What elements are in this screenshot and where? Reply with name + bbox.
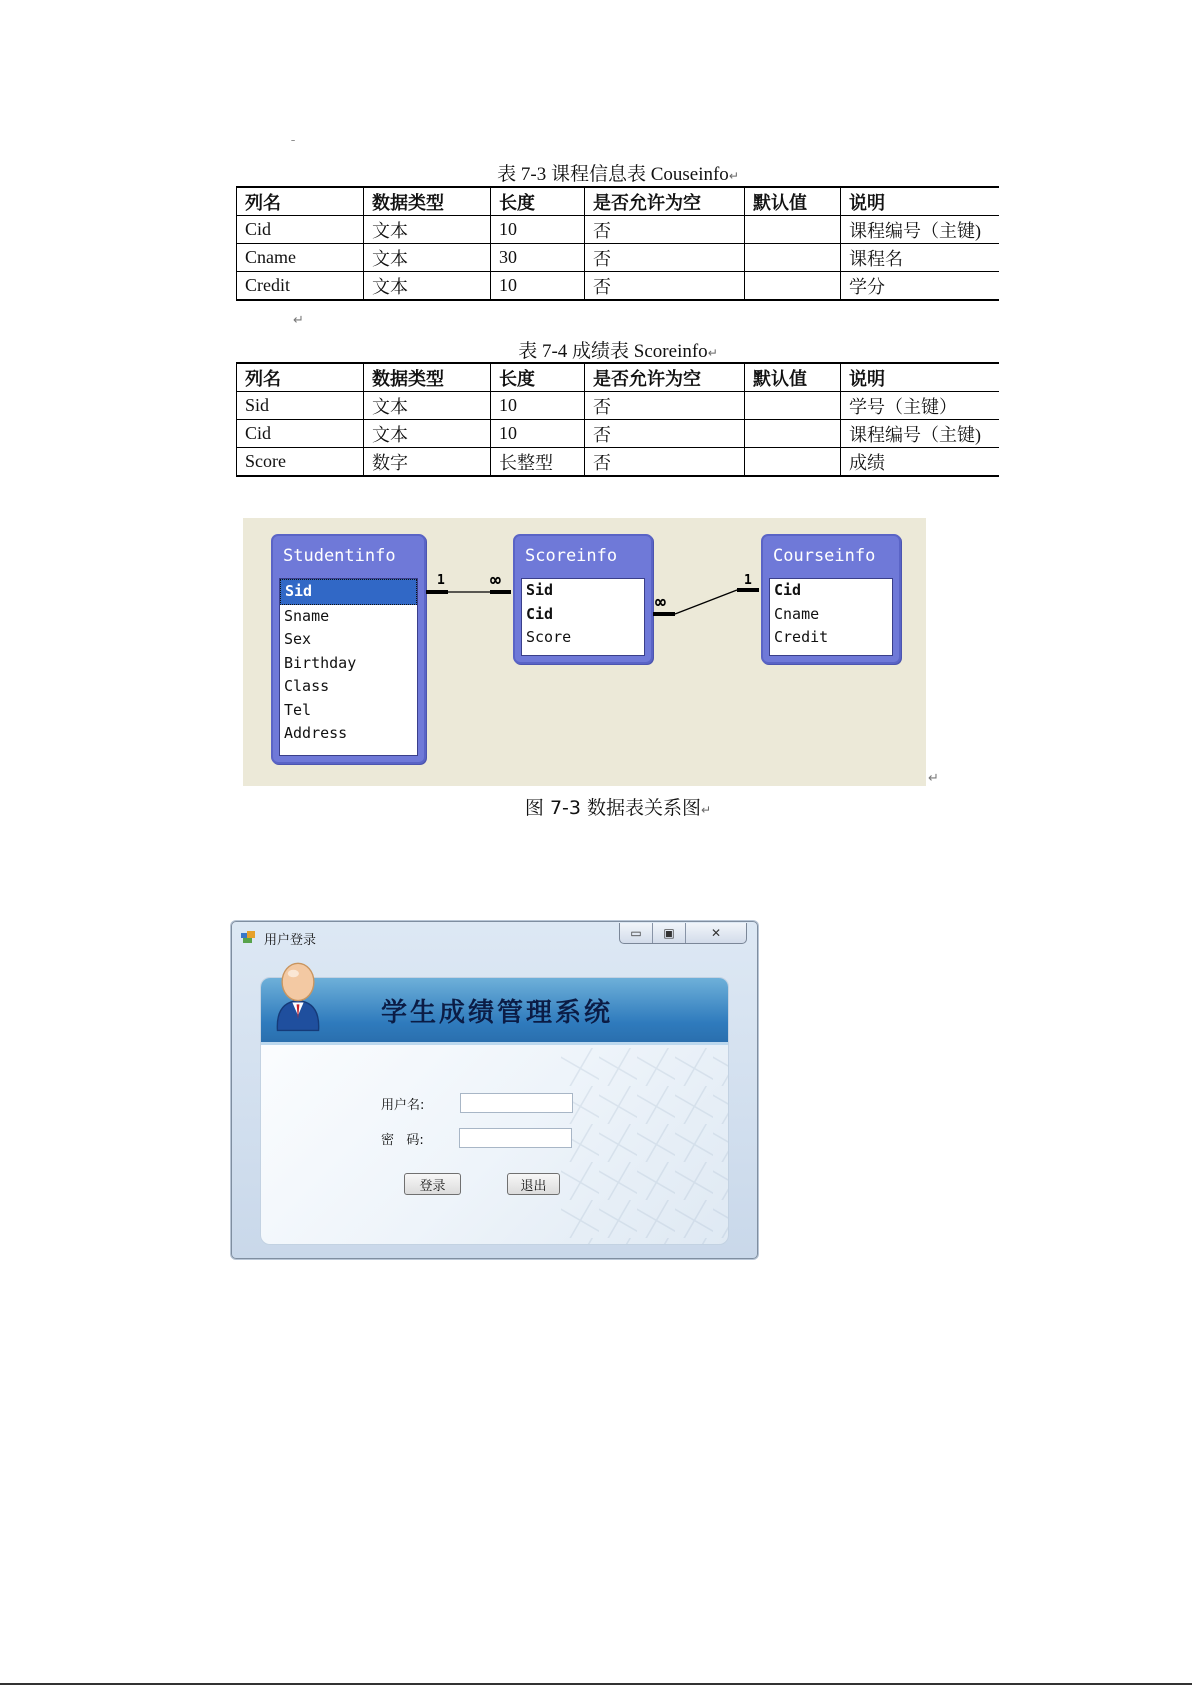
table-name: Scoreinfo (525, 546, 618, 566)
table-cell: 10 (491, 420, 585, 448)
app-icon (241, 931, 255, 943)
username-input[interactable] (460, 1093, 573, 1113)
banner-divider (261, 1042, 728, 1045)
course-info-table (236, 186, 999, 301)
field-tel[interactable]: Tel (284, 700, 312, 719)
table-cell: 课程编号（主键) (841, 216, 999, 244)
table-cell: 长整型 (491, 448, 585, 477)
header-cell: 是否允许为空 (585, 363, 745, 392)
table-cell: 学号（主键） (841, 392, 999, 420)
banner-title: 学生成绩管理系统 (381, 998, 614, 1028)
table-cell: 否 (585, 448, 745, 477)
table-cell: Credit (237, 272, 364, 301)
table2-caption (236, 336, 1000, 363)
table-cell: 否 (585, 244, 745, 272)
field-sid[interactable]: Sid (526, 581, 554, 599)
table-cell: 10 (491, 216, 585, 244)
header-cell: 说明 (841, 187, 999, 216)
relation-lines (243, 518, 926, 786)
diagram-caption-text: 图 7-3 数据表关系图 (524, 797, 702, 819)
exit-button[interactable]: 退出 (507, 1173, 560, 1195)
table-cell: 文本 (364, 392, 491, 420)
user-avatar-icon (270, 957, 326, 1033)
cardinality-many-label: ∞ (655, 592, 666, 613)
maximize-button[interactable]: ▣ (653, 923, 686, 943)
login-button[interactable]: 登录 (404, 1173, 461, 1195)
password-label: 密 码: (381, 1133, 424, 1148)
paragraph-mark: ↵ (707, 346, 718, 360)
table1-caption-text: 表 7-3 课程信息表 Couseinfo (497, 164, 729, 185)
table-cell: 否 (585, 392, 745, 420)
table-cell: 否 (585, 216, 745, 244)
cardinality-one-label: 1 (744, 573, 752, 588)
header-cell: 是否允许为空 (585, 187, 745, 216)
table-cell: 数字 (364, 448, 491, 477)
table-cell: Score (237, 448, 364, 477)
table-cell: 30 (491, 244, 585, 272)
table-cell: Sid (237, 392, 364, 420)
table-cell (745, 244, 841, 272)
field-sname[interactable]: Sname (284, 606, 330, 625)
table2-caption-text: 表 7-4 成绩表 Scoreinfo (518, 341, 708, 362)
field-class[interactable]: Class (284, 677, 330, 695)
field-birthday[interactable]: Birthday (284, 653, 357, 672)
cardinality-many-label: ∞ (490, 570, 501, 591)
table-cell: Cid (237, 216, 364, 244)
table-cell (745, 272, 841, 301)
table-cell: 课程编号（主键) (841, 420, 999, 448)
header-cell: 说明 (841, 363, 999, 392)
table-cell: 文本 (364, 216, 491, 244)
table-cell: 文本 (364, 244, 491, 272)
paragraph-mark: ↵ (928, 770, 939, 785)
table-cell: 否 (585, 272, 745, 301)
relation-line-course-score-diag (675, 590, 737, 614)
header-cell: 列名 (237, 363, 364, 392)
table-name: Studentinfo (283, 546, 396, 566)
table-cell (745, 392, 841, 420)
header-cell: 数据类型 (364, 187, 491, 216)
header-cell: 长度 (491, 187, 585, 216)
table-cell: 否 (585, 420, 745, 448)
table-row (237, 392, 999, 420)
table1-caption (236, 159, 1000, 186)
field-cid[interactable]: Cid (774, 581, 802, 599)
top-mark: ˉ (291, 137, 296, 152)
table-cell (745, 420, 841, 448)
header-cell: 长度 (491, 363, 585, 392)
header-cell: 默认值 (745, 363, 841, 392)
window-titlebar[interactable] (232, 922, 757, 952)
table-cell: Cid (237, 420, 364, 448)
table-cell: 10 (491, 392, 585, 420)
field-sex[interactable]: Sex (284, 630, 312, 648)
table-cell (745, 448, 841, 477)
window-controls (619, 923, 747, 944)
table-cell: 课程名 (841, 244, 999, 272)
table-cell: Cname (237, 244, 364, 272)
table-cell (745, 216, 841, 244)
diagram-caption (236, 793, 1000, 820)
field-sid[interactable]: Sid (280, 579, 417, 605)
table-header-row (237, 363, 999, 392)
username-label: 用户名: (381, 1098, 425, 1113)
field-score[interactable]: Score (526, 628, 572, 646)
paragraph-mark: ↵ (728, 169, 739, 183)
field-credit[interactable]: Credit (774, 628, 829, 646)
field-address[interactable]: Address (284, 724, 348, 742)
header-cell: 数据类型 (364, 363, 491, 392)
login-panel (260, 977, 729, 1245)
score-info-table (236, 362, 999, 477)
header-cell: 默认值 (745, 187, 841, 216)
table-cell: 文本 (364, 420, 491, 448)
table-cell: 成绩 (841, 448, 999, 477)
close-button[interactable]: ✕ (710, 926, 722, 940)
table-cell: 10 (491, 272, 585, 301)
relationship-diagram (243, 518, 926, 786)
table-row (237, 448, 999, 477)
login-window (231, 921, 758, 1259)
table-name: Courseinfo (773, 546, 876, 566)
field-cid[interactable]: Cid (526, 604, 554, 623)
header-cell: 列名 (237, 187, 364, 216)
table-row (237, 244, 999, 272)
minimize-button[interactable]: ▭ (620, 923, 653, 943)
window-title: 用户登录 (264, 933, 317, 948)
table-cell: 学分 (841, 272, 999, 301)
cardinality-one-label: 1 (437, 573, 445, 588)
keyboard-background-graphic (561, 1048, 729, 1245)
table-cell: 文本 (364, 272, 491, 301)
paragraph-mark: ↵ (701, 803, 712, 817)
table-row (237, 272, 999, 301)
paragraph-mark: ↵ (293, 312, 304, 327)
table-row (237, 216, 999, 244)
field-cname[interactable]: Cname (774, 604, 820, 623)
table-header-row (237, 187, 999, 216)
password-input[interactable] (459, 1128, 572, 1148)
table-row (237, 420, 999, 448)
